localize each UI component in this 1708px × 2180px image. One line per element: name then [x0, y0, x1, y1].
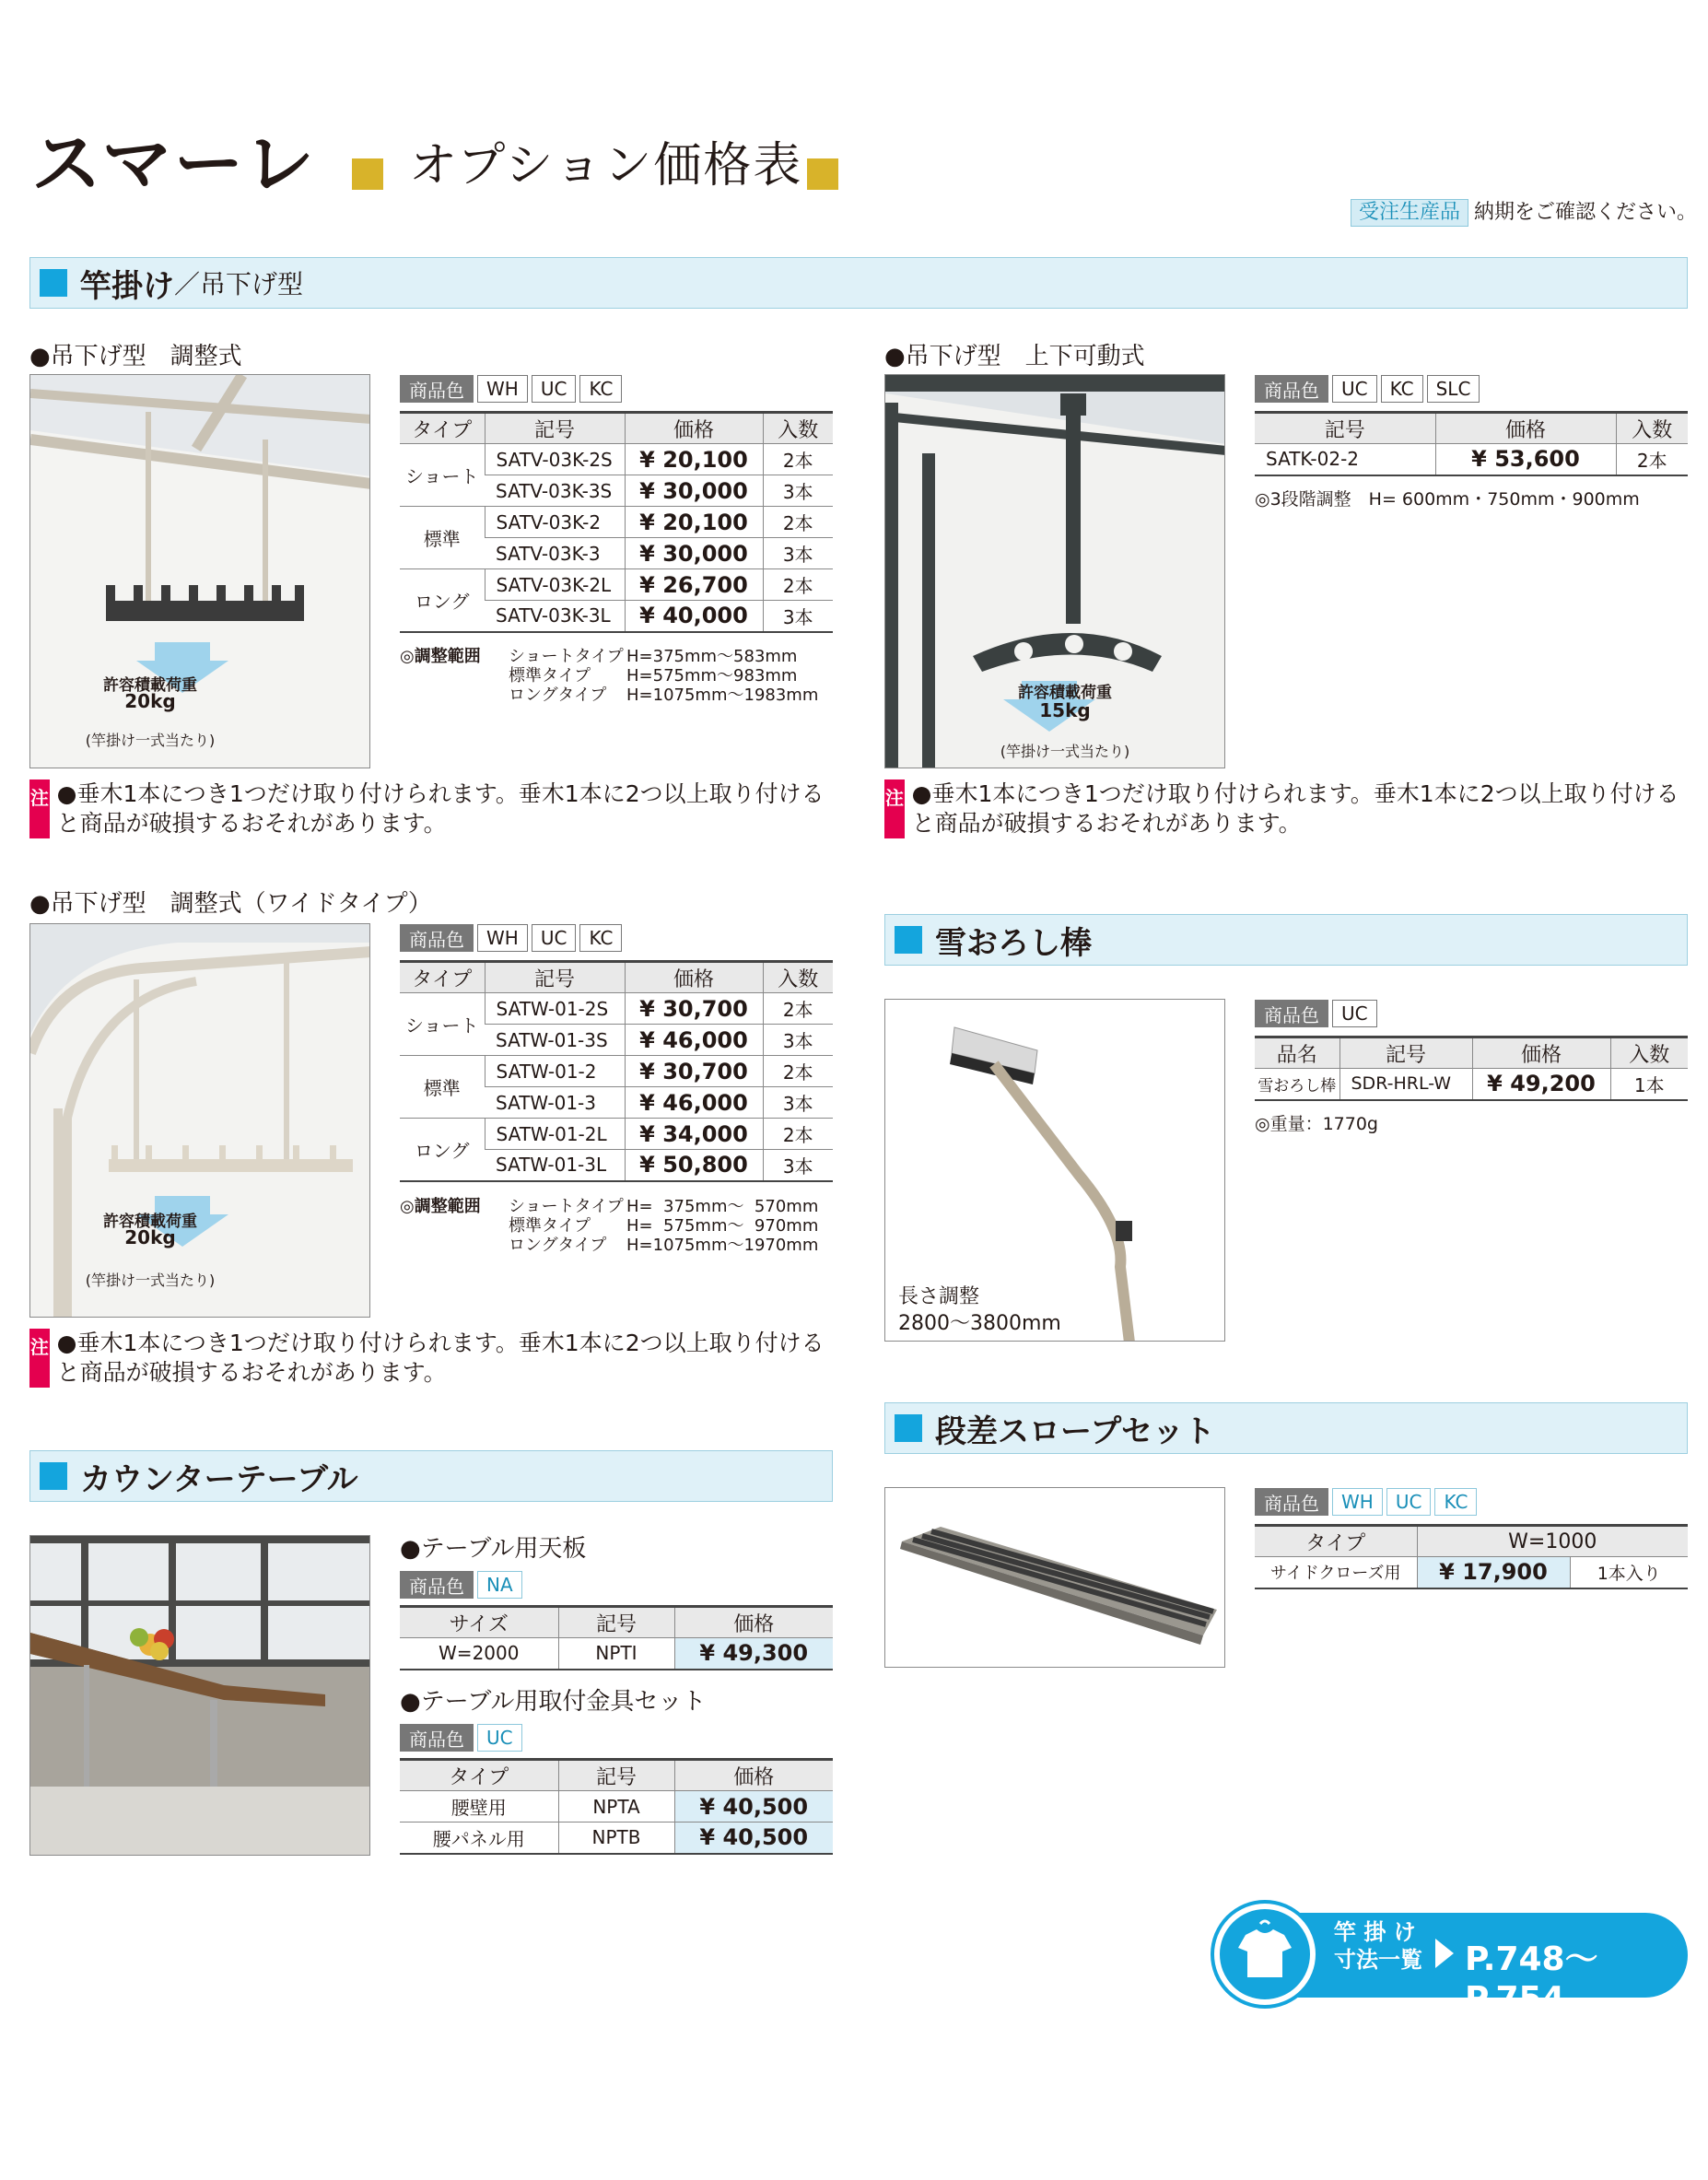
price-cell: ¥ 50,800: [625, 1150, 763, 1181]
qty-cell: 3本: [763, 601, 833, 632]
price-cell: ¥ 30,700: [625, 1056, 763, 1087]
column-header: 入数: [763, 413, 833, 444]
product-photo-counter-table: [29, 1535, 370, 1856]
type-cell: サイドクローズ用: [1255, 1557, 1417, 1588]
link-label-line1: 竿 掛 け: [1334, 1919, 1416, 1945]
price-cell: ¥ 26,700: [625, 569, 763, 601]
range-value: H=1075mm〜1970mm: [626, 1236, 819, 1255]
range-label: ◎調整範囲: [400, 647, 481, 666]
color-label: 商品色: [1255, 1000, 1328, 1027]
section-square-icon: [895, 926, 922, 954]
dimension-list-link[interactable]: [1214, 1904, 1688, 2018]
column-header: 価格: [674, 1760, 833, 1791]
color-chip: NA: [477, 1571, 522, 1599]
type-cell: ショート: [400, 444, 485, 507]
code-cell: SATK-02-2: [1255, 444, 1435, 475]
column-header: タイプ: [400, 1760, 558, 1791]
product-name: ●吊下げ型 調整式: [29, 343, 242, 370]
code-cell: NPTA: [558, 1791, 674, 1823]
type-cell: ショート: [400, 993, 485, 1056]
link-label-line2: 寸法一覧: [1334, 1947, 1422, 1973]
table-row: [400, 1823, 833, 1854]
price-table: [400, 411, 833, 633]
link-label: [1334, 1918, 1422, 1974]
made-to-order-tag: 受注生産品: [1351, 199, 1468, 227]
range-value: H=375mm〜583mm: [626, 647, 798, 666]
product-photo-hanger-wide: [29, 923, 370, 1318]
table-row: [1255, 444, 1688, 475]
code-cell: SATW-01-3: [485, 1087, 625, 1119]
page-subtitle: オプション価格表: [409, 138, 803, 193]
type-cell: 腰パネル用: [400, 1823, 558, 1854]
qty-cell: 2本: [763, 507, 833, 538]
color-chip: SLC: [1427, 375, 1480, 403]
price-cell: ¥ 30,700: [625, 993, 763, 1025]
length-label: 長さ調整: [898, 1285, 980, 1308]
range-type: ロングタイプ: [509, 686, 607, 705]
adjust-steps: ◎3段階調整 H= 600mm・750mm・900mm: [1255, 489, 1640, 510]
qty-cell: 3本: [763, 1087, 833, 1119]
load-note: (竿掛け一式当たり): [1000, 743, 1130, 760]
color-chip: KC: [579, 375, 622, 403]
price-cell: ¥ 46,000: [625, 1025, 763, 1056]
price-cell: ¥ 40,500: [674, 1823, 833, 1854]
column-header: サイズ: [400, 1607, 558, 1638]
range-value: H=575mm〜983mm: [626, 666, 798, 686]
color-label: 商品色: [400, 924, 474, 952]
adjust-range: [400, 647, 819, 705]
section-header-snow: [884, 914, 1688, 966]
price-cell: ¥ 20,100: [625, 507, 763, 538]
adjust-range: [400, 1197, 819, 1255]
color-chip: UC: [477, 1724, 522, 1752]
color-chip: UC: [1332, 375, 1377, 403]
product-name: ●吊下げ型 調整式（ワイドタイプ）: [29, 890, 432, 918]
table-row: [400, 1119, 833, 1150]
color-label: 商品色: [400, 375, 474, 403]
code-cell: SATW-01-3S: [485, 1025, 625, 1056]
range-value: H=1075mm〜1983mm: [626, 686, 819, 705]
price-cell: ¥ 30,000: [625, 475, 763, 507]
range-value: H= 575mm〜 970mm: [626, 1216, 819, 1236]
color-label: 商品色: [400, 1724, 474, 1752]
caution-text: ●垂木1本につき1つだけ取り付けられます。垂木1本に2つ以上取り付けると商品が破損するおそれがあります。: [911, 780, 1679, 837]
code-cell: SATV-03K-3L: [485, 601, 625, 632]
product-photo-hanger-movable: [884, 374, 1225, 768]
section-square-icon: [40, 1462, 67, 1490]
range-type: ショートタイプ: [509, 647, 624, 666]
code-cell: SATV-03K-3: [485, 538, 625, 569]
section-subtitle: ／吊下げ型: [174, 269, 304, 299]
range-list: [509, 1197, 859, 1255]
table-row: [400, 1638, 833, 1670]
range-type: 標準タイプ: [509, 1216, 591, 1236]
range-value: H= 375mm〜 570mm: [626, 1197, 819, 1216]
play-arrow-icon: [1435, 1939, 1454, 1968]
qty-cell: 2本: [763, 1119, 833, 1150]
table-row: [1255, 1557, 1688, 1588]
section-header-saokake: [29, 257, 1688, 309]
price-table: [1255, 411, 1688, 476]
color-options: [400, 1571, 522, 1599]
price-cell: ¥ 34,000: [625, 1119, 763, 1150]
price-table: [400, 1758, 833, 1855]
column-header: 入数: [1610, 1037, 1688, 1069]
column-header: 価格: [1435, 413, 1616, 444]
product-name: ●テーブル用天板: [400, 1535, 587, 1563]
name-cell: 雪おろし棒: [1255, 1069, 1339, 1100]
notice-text: 納期をご確認ください。: [1474, 201, 1698, 224]
qty-cell: 1本入り: [1570, 1557, 1688, 1588]
price-cell: ¥ 46,000: [625, 1087, 763, 1119]
color-chip: KC: [1381, 375, 1423, 403]
column-header: 記号: [558, 1760, 674, 1791]
product-photo-slope: [884, 1487, 1225, 1668]
price-cell: ¥ 20,100: [625, 444, 763, 475]
price-table: [1255, 1524, 1688, 1589]
table-row: [1255, 1069, 1688, 1100]
caution-note: [884, 779, 1695, 838]
qty-cell: 3本: [763, 475, 833, 507]
color-chip: KC: [1434, 1488, 1477, 1516]
section-header-slope: [884, 1402, 1688, 1454]
color-chip: UC: [1386, 1488, 1432, 1516]
range-type: ショートタイプ: [509, 1197, 624, 1216]
range-type: 標準タイプ: [509, 666, 591, 686]
color-chip: WH: [477, 375, 528, 403]
color-label: 商品色: [1255, 375, 1328, 403]
qty-cell: 1本: [1610, 1069, 1688, 1100]
color-chip: KC: [579, 924, 622, 952]
price-cell: ¥ 49,200: [1472, 1069, 1610, 1100]
gold-square-icon: [352, 158, 383, 190]
product-photo-snow-rake: [884, 999, 1225, 1342]
color-options: [400, 924, 622, 952]
color-options: [400, 1724, 522, 1752]
color-label: 商品色: [400, 1571, 474, 1599]
product-name: ●吊下げ型 上下可動式: [884, 343, 1145, 370]
color-chip: WH: [477, 924, 528, 952]
caution-text: ●垂木1本につき1つだけ取り付けられます。垂木1本に2つ以上取り付けると商品が破損するおそれがあります。: [56, 1330, 825, 1386]
column-header: 入数: [763, 962, 833, 993]
page-range: P.748〜P.754: [1465, 1940, 1598, 2018]
weight-info: ◎重量：1770g: [1255, 1114, 1378, 1134]
qty-cell: 3本: [763, 538, 833, 569]
section-title: カウンターテーブル: [80, 1460, 358, 1498]
color-options: [1255, 1488, 1477, 1516]
price-cell: ¥ 17,900: [1417, 1557, 1570, 1588]
product-photo-hanger-adjustable: [29, 374, 370, 768]
qty-cell: 2本: [763, 569, 833, 601]
price-cell: ¥ 30,000: [625, 538, 763, 569]
color-chip: UC: [1332, 1000, 1377, 1027]
column-header: 記号: [485, 962, 625, 993]
caution-mark: 注: [29, 1329, 50, 1388]
code-cell: SATW-01-2S: [485, 993, 625, 1025]
code-cell: SDR-HRL-W: [1339, 1069, 1472, 1100]
color-chip: UC: [532, 924, 577, 952]
caution-note: [29, 1329, 840, 1388]
column-header: タイプ: [400, 413, 485, 444]
color-label: 商品色: [1255, 1488, 1328, 1516]
qty-cell: 2本: [763, 1056, 833, 1087]
section-title: 雪おろし棒: [935, 924, 1092, 962]
color-options: [400, 375, 622, 403]
code-cell: SATV-03K-3S: [485, 475, 625, 507]
length-value: 2800〜3800mm: [898, 1312, 1061, 1335]
code-cell: SATW-01-2: [485, 1056, 625, 1087]
code-cell: SATV-03K-2: [485, 507, 625, 538]
column-header: 価格: [674, 1607, 833, 1638]
section-title: 段差スロープセット: [935, 1412, 1215, 1450]
section-title: 竿掛け: [80, 267, 174, 305]
load-value: 20kg: [124, 1226, 176, 1248]
table-row: [400, 1791, 833, 1823]
load-note: (竿掛け一式当たり): [85, 732, 216, 749]
table-row: [400, 569, 833, 601]
color-chip: UC: [532, 375, 577, 403]
type-cell: ロング: [400, 1119, 485, 1181]
section-square-icon: [895, 1414, 922, 1442]
load-label: 許容積載荷重: [1018, 684, 1112, 702]
load-value: 15kg: [1039, 699, 1091, 721]
range-label: ◎調整範囲: [400, 1197, 481, 1216]
caution-text: ●垂木1本につき1つだけ取り付けられます。垂木1本に2つ以上取り付けると商品が破損するおそれがあります。: [56, 780, 825, 837]
load-label: 許容積載荷重: [103, 676, 197, 695]
price-table: [400, 1605, 833, 1670]
column-header: タイプ: [400, 962, 485, 993]
color-options: [1255, 1000, 1377, 1027]
column-header: 記号: [485, 413, 625, 444]
column-header: 記号: [558, 1607, 674, 1638]
caution-mark: 注: [884, 779, 905, 838]
section-header-counter: [29, 1450, 833, 1502]
price-cell: ¥ 40,000: [625, 601, 763, 632]
table-row: [400, 993, 833, 1025]
product-name: ●テーブル用取付金具セット: [400, 1688, 707, 1716]
gold-square-icon: [807, 158, 838, 190]
caution-mark: 注: [29, 779, 50, 838]
page-title: スマーレ: [31, 123, 316, 205]
qty-cell: 3本: [763, 1025, 833, 1056]
column-header: 価格: [1472, 1037, 1610, 1069]
load-note: (竿掛け一式当たり): [85, 1272, 216, 1289]
column-header: 記号: [1255, 413, 1435, 444]
qty-cell: 2本: [763, 444, 833, 475]
color-options: [1255, 375, 1480, 403]
column-header: 記号: [1339, 1037, 1472, 1069]
type-cell: 標準: [400, 1056, 485, 1119]
code-cell: NPTB: [558, 1823, 674, 1854]
column-header: W=1000: [1417, 1526, 1688, 1557]
caution-note: [29, 779, 840, 838]
section-square-icon: [40, 269, 67, 297]
table-row: [400, 444, 833, 475]
table-row: [400, 507, 833, 538]
code-cell: NPTI: [558, 1638, 674, 1670]
type-cell: ロング: [400, 569, 485, 632]
shirt-icon: [1214, 1904, 1316, 2005]
size-cell: W=2000: [400, 1638, 558, 1670]
range-type: ロングタイプ: [509, 1236, 607, 1255]
price-cell: ¥ 53,600: [1435, 444, 1616, 475]
code-cell: SATW-01-3L: [485, 1150, 625, 1181]
price-table: [400, 960, 833, 1182]
column-header: タイプ: [1255, 1526, 1417, 1557]
qty-cell: 2本: [763, 993, 833, 1025]
range-list: [509, 647, 859, 705]
load-value: 20kg: [124, 690, 176, 712]
price-table: [1255, 1036, 1688, 1101]
price-cell: ¥ 49,300: [674, 1638, 833, 1670]
qty-cell: 2本: [1616, 444, 1688, 475]
code-cell: SATW-01-2L: [485, 1119, 625, 1150]
column-header: 価格: [625, 962, 763, 993]
type-cell: 腰壁用: [400, 1791, 558, 1823]
column-header: 品名: [1255, 1037, 1339, 1069]
column-header: 入数: [1616, 413, 1688, 444]
type-cell: 標準: [400, 507, 485, 569]
color-chip: WH: [1332, 1488, 1383, 1516]
qty-cell: 3本: [763, 1150, 833, 1181]
load-label: 許容積載荷重: [103, 1213, 197, 1231]
order-notice: [1351, 199, 1697, 227]
code-cell: SATV-03K-2S: [485, 444, 625, 475]
price-cell: ¥ 40,500: [674, 1791, 833, 1823]
code-cell: SATV-03K-2L: [485, 569, 625, 601]
column-header: 価格: [625, 413, 763, 444]
table-row: [400, 1056, 833, 1087]
